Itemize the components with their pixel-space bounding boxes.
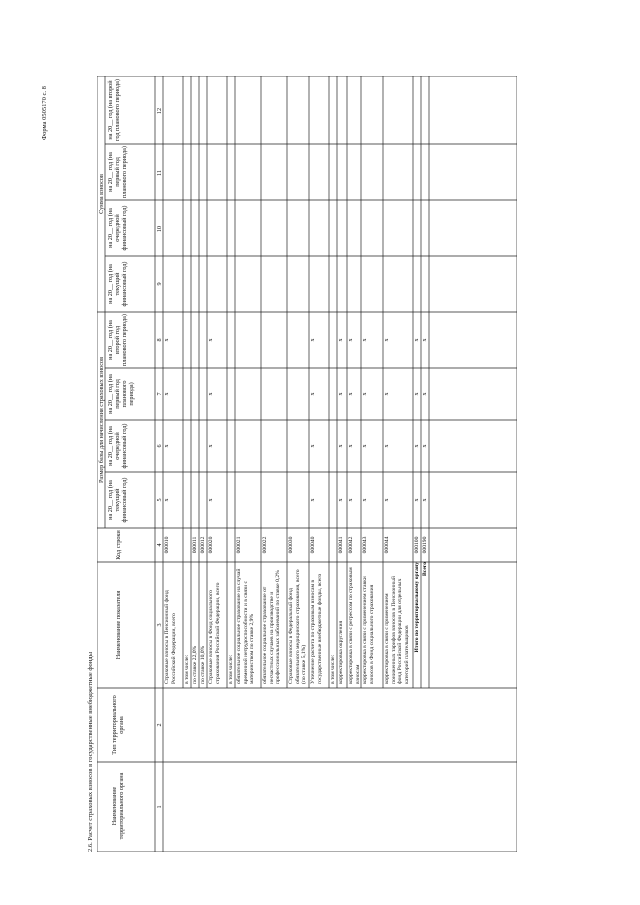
row-cell-mark: x bbox=[414, 338, 420, 342]
row-code: 000022 bbox=[262, 536, 268, 554]
row-code: 000040 bbox=[310, 536, 316, 554]
row-cell-mark: x bbox=[348, 444, 354, 448]
row-cell-mark: x bbox=[414, 392, 420, 396]
row-label: в том числе: bbox=[228, 654, 234, 684]
row-cell-mark: x bbox=[164, 392, 170, 396]
row-cell-mark: x bbox=[348, 392, 354, 396]
row-code: 000044 bbox=[384, 536, 390, 554]
row-label: Страховые взносы в Пенсионный фонд Российской Федерации, всего bbox=[164, 590, 177, 684]
row-code: 000100 bbox=[414, 536, 420, 554]
row-cell-mark: x bbox=[422, 392, 428, 396]
header-sum-group: Сумма взносов bbox=[98, 174, 105, 214]
col-number-6: 6 bbox=[156, 444, 163, 448]
row-cell-mark: x bbox=[164, 498, 170, 502]
row-code: 000190 bbox=[422, 536, 428, 554]
table-grid bbox=[97, 76, 517, 852]
col-number-11: 11 bbox=[156, 170, 163, 176]
row-cell-mark: x bbox=[208, 392, 214, 396]
row-cell-mark: x bbox=[362, 498, 368, 502]
row-cell-mark: x bbox=[310, 444, 316, 448]
row-cell-mark: x bbox=[208, 338, 214, 342]
header-sum-current: на 20__ год (на текущий финансовый год) bbox=[107, 261, 128, 307]
row-cell-mark: x bbox=[310, 338, 316, 342]
row-cell-mark: x bbox=[310, 498, 316, 502]
row-label: в том числе: bbox=[330, 654, 336, 684]
row-code: 000041 bbox=[338, 536, 344, 554]
row-label: в том числе: bbox=[184, 654, 190, 684]
row-cell-mark: x bbox=[414, 444, 420, 448]
row-label: корректировка в связи с применением пониженных тарифов взносов в Пенсионный фонд Российской Федерации для отдельных категорий плательщиков bbox=[384, 576, 410, 684]
header-base-second: на 20__ год (на второй год планового периода) bbox=[107, 314, 128, 366]
row-code: 000021 bbox=[236, 536, 242, 554]
row-code: 000011 bbox=[192, 536, 198, 554]
header-base-current: на 20__ год (на текущий финансовый год) bbox=[107, 477, 128, 523]
col-number-4: 4 bbox=[156, 543, 163, 547]
col-number-8: 8 bbox=[156, 338, 163, 342]
header-territorial-name: Наименование территориального органа bbox=[111, 772, 125, 840]
row-cell-mark: x bbox=[164, 444, 170, 448]
row-cell-mark: x bbox=[384, 392, 390, 396]
row-cell-mark: x bbox=[414, 498, 420, 502]
form-label: Форма 0505170 с. 8 bbox=[41, 86, 48, 140]
row-cell-mark: x bbox=[362, 392, 368, 396]
row-code: 000010 bbox=[164, 536, 170, 554]
section-title: 2.6. Расчет страховых взносов в государственные внебюджетные фонды bbox=[87, 652, 94, 852]
col-number-2: 2 bbox=[156, 723, 163, 727]
row-code: 000012 bbox=[200, 536, 206, 554]
row-label: по ставке 10,0% bbox=[200, 645, 206, 684]
row-cell-mark: x bbox=[422, 498, 428, 502]
row-label: Страховые взносы в Федеральный фонд обязательного медицинского страхования, всего (по ставке 5,1%) bbox=[288, 569, 308, 684]
header-base-next: на 20__ год (на очередной финансовый год) bbox=[107, 423, 128, 469]
row-code: 000020 bbox=[208, 536, 214, 554]
col-number-10: 10 bbox=[156, 225, 163, 233]
row-cell-mark: x bbox=[164, 338, 170, 342]
row-cell-mark: x bbox=[338, 392, 344, 396]
row-cell-mark: x bbox=[208, 444, 214, 448]
row-label: Страховые взносы в Фонд социального страхования Российской Федерации, всего bbox=[208, 582, 221, 684]
row-label: Всего bbox=[422, 562, 428, 576]
row-cell-mark: x bbox=[338, 338, 344, 342]
row-cell-mark: x bbox=[384, 338, 390, 342]
row-cell-mark: x bbox=[422, 338, 428, 342]
row-label: корректировка округления bbox=[338, 620, 344, 684]
row-label: Итого по территориальному органу bbox=[414, 562, 420, 653]
header-code: Код строки bbox=[115, 530, 122, 560]
header-territorial-type: Тип территориального органа bbox=[111, 695, 125, 755]
row-code: 000043 bbox=[362, 536, 368, 554]
row-cell-mark: x bbox=[384, 498, 390, 502]
rotated-table-area bbox=[41, 76, 545, 852]
header-indicator: Наименование показателя bbox=[115, 590, 122, 660]
header-sum-second: на 20__ год (на второй год планового периода) bbox=[107, 79, 121, 141]
header-sum-first: на 20__ год (на первый год планового периода) bbox=[107, 146, 128, 198]
row-cell-mark: x bbox=[422, 444, 428, 448]
row-cell-mark: x bbox=[362, 444, 368, 448]
col-number-3: 3 bbox=[156, 623, 163, 627]
row-label: по ставке 22,0% bbox=[192, 645, 198, 684]
col-number-5: 5 bbox=[156, 498, 163, 502]
header-base-group: Размер базы для начисления страховых взносов bbox=[98, 356, 105, 484]
row-cell-mark: x bbox=[208, 498, 214, 502]
col-number-9: 9 bbox=[156, 282, 163, 286]
col-number-1: 1 bbox=[156, 805, 163, 809]
col-number-12: 12 bbox=[156, 107, 163, 115]
row-cell-mark: x bbox=[338, 444, 344, 448]
row-label: обязательное социальное страхование от несчастных случаев на производстве и профессиональных заболеваний по ставке 0,2% bbox=[262, 570, 282, 684]
row-cell-mark: x bbox=[348, 498, 354, 502]
header-base-first: на 20__ год (на первый год планового периода) bbox=[107, 374, 135, 414]
row-cell-mark: x bbox=[338, 498, 344, 502]
row-label: обязательное социальное страхование на случай временной нетрудоспособности и в связи с материнством по ставке 2,9% bbox=[236, 568, 256, 684]
header-sum-next: на 20__ год (на очередной финансовый год) bbox=[107, 205, 128, 251]
row-label: корректировка в связи с применением ставки взносов в Фонд социального страхования bbox=[362, 576, 375, 684]
col-number-7: 7 bbox=[156, 392, 163, 396]
row-cell-mark: x bbox=[384, 444, 390, 448]
row-label: корректировка в связи с регрессом по страховым взносам bbox=[348, 567, 361, 684]
row-code: 000030 bbox=[288, 536, 294, 554]
row-label: Уточнение расчета по страховым взносам в государственные внебюджетные фонды, всего bbox=[310, 573, 323, 684]
row-cell-mark: x bbox=[310, 392, 316, 396]
row-cell-mark: x bbox=[348, 338, 354, 342]
row-code: 000042 bbox=[348, 536, 354, 554]
row-cell-mark: x bbox=[362, 338, 368, 342]
